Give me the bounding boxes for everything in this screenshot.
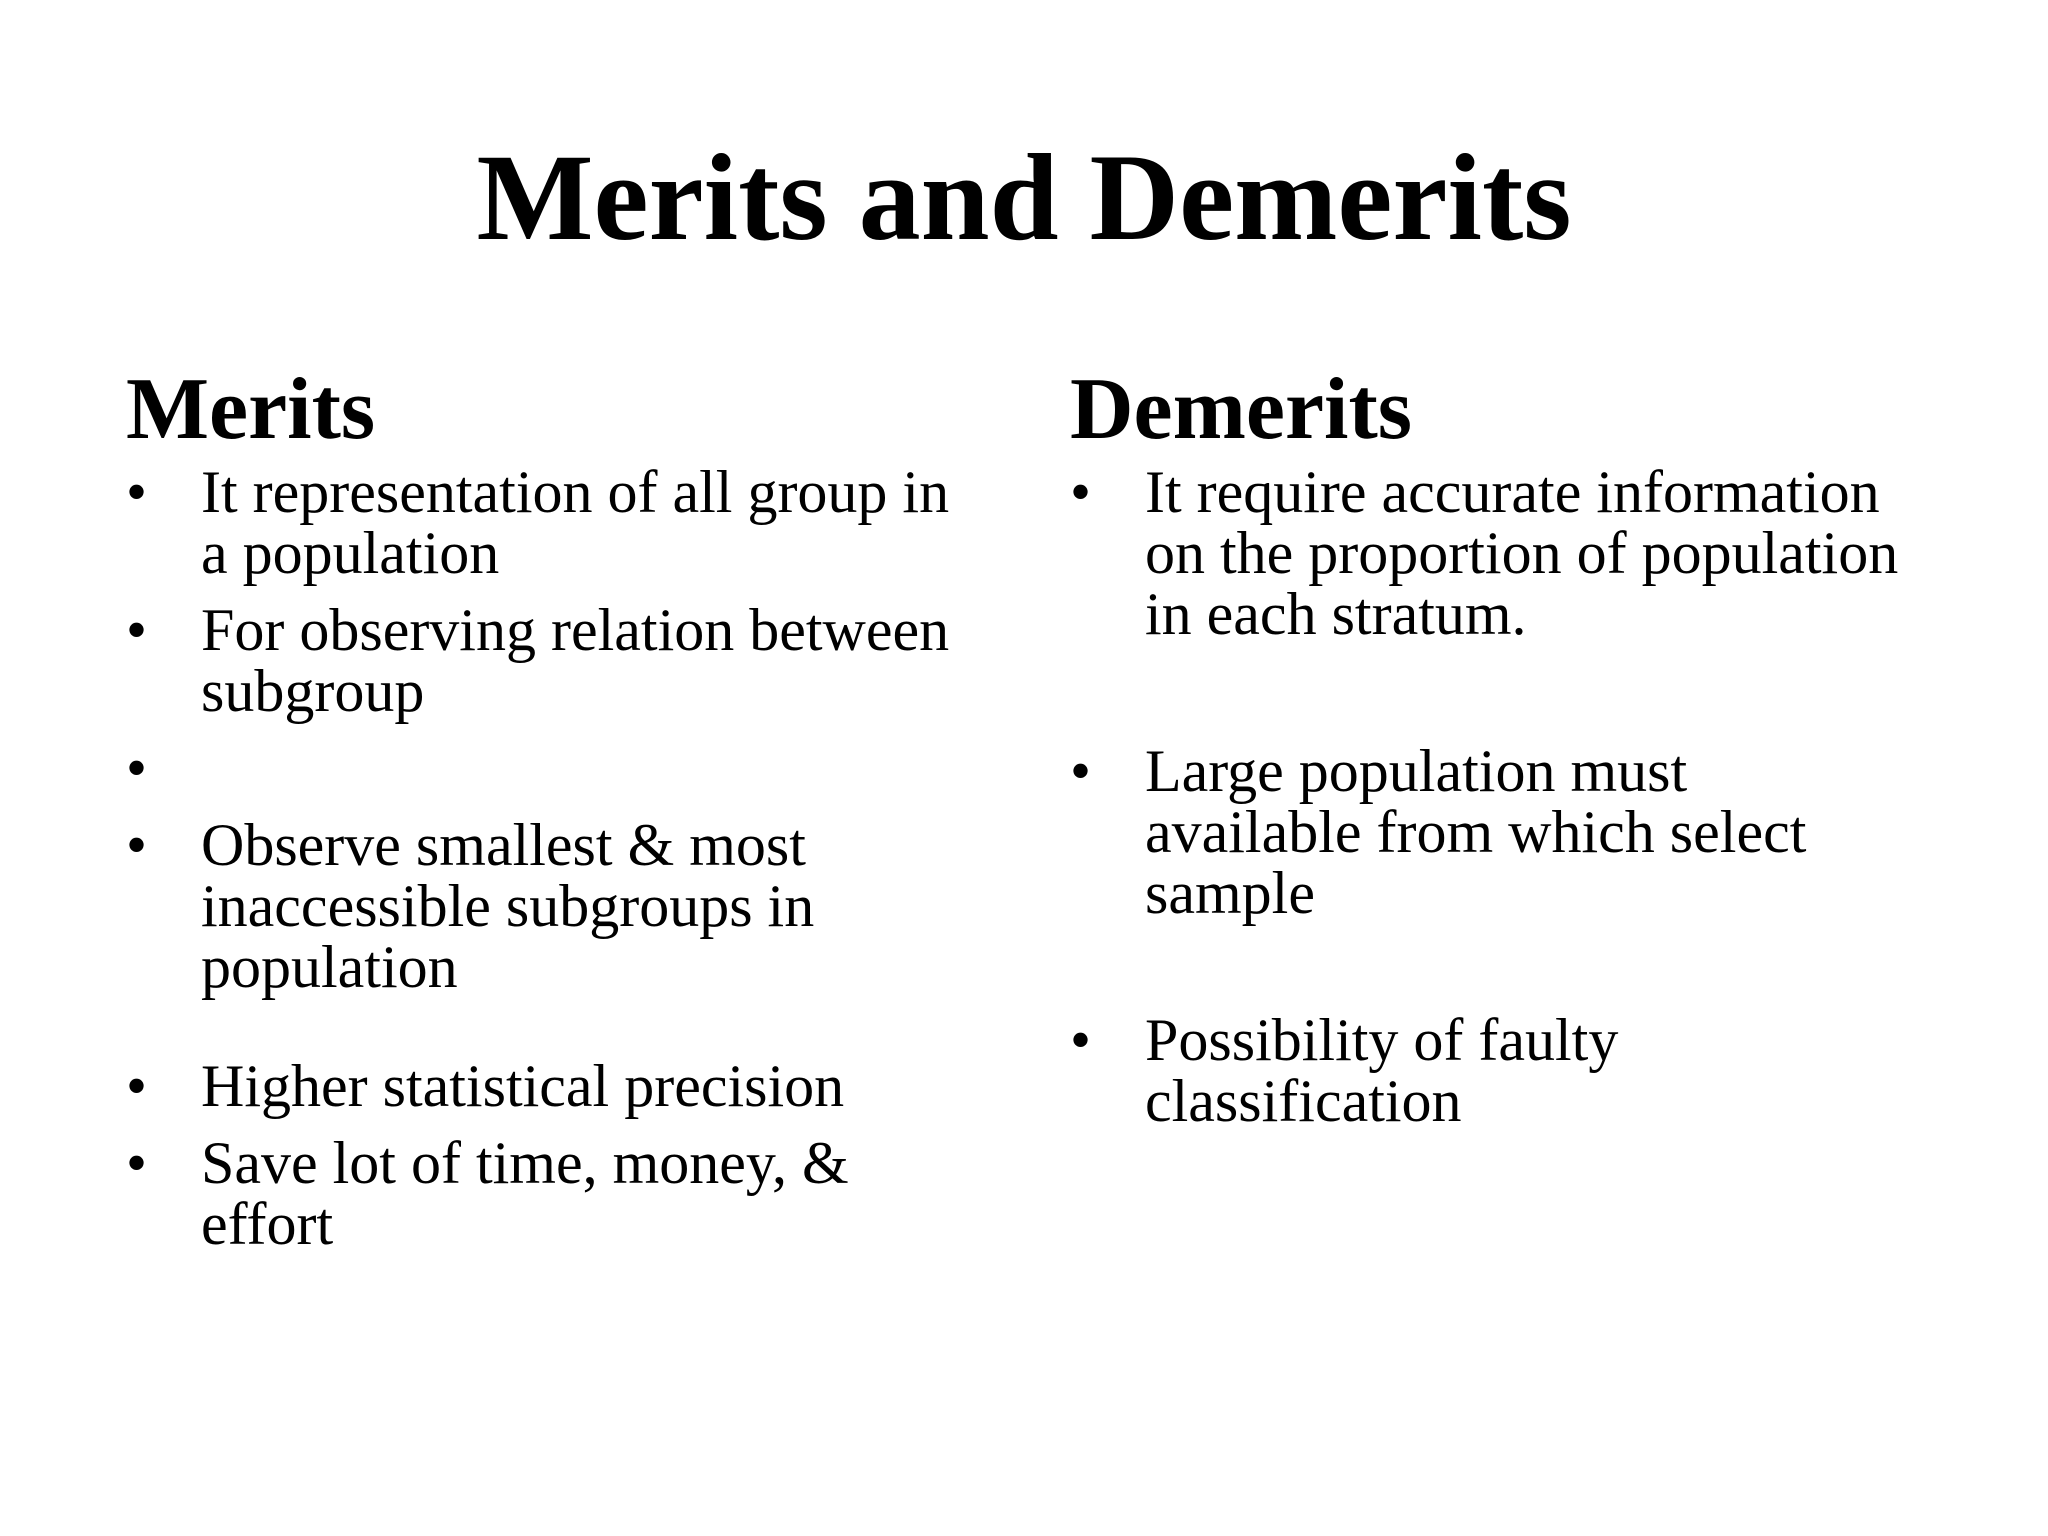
list-item [1070, 459, 1950, 647]
slide-title: Merits and Demerits [476, 129, 1572, 266]
bullet-icon: • [126, 735, 148, 801]
merits-list [126, 459, 1006, 1257]
merit-text: For observing relation between subgroup [201, 597, 950, 724]
demerit-text: It require accurate information on the proportion of population in each stratum. [1145, 459, 1899, 647]
merits-heading: Merits [126, 361, 376, 458]
list-item [126, 597, 1006, 724]
demerit-text: Large population must available from which select sample [1145, 738, 1807, 926]
bullet-icon: • [1070, 738, 1092, 804]
bullet-icon: • [126, 812, 148, 878]
bullet-icon: • [126, 597, 148, 663]
merit-text: Higher statistical precision [201, 1053, 845, 1119]
demerits-list [1070, 459, 1950, 1134]
bullet-icon: • [1070, 1007, 1092, 1073]
demerits-column [1070, 360, 1950, 1132]
demerit-text: Possibility of faulty classification [1145, 1007, 1619, 1134]
list-item [126, 812, 1006, 1000]
merit-text [201, 738, 981, 799]
bullet-icon: • [126, 1053, 148, 1119]
bullet-icon: • [1070, 459, 1092, 525]
merit-text: Save lot of time, money, & effort [201, 1130, 849, 1257]
list-item [1070, 738, 1950, 926]
merits-column [126, 360, 1006, 1255]
list-item [1070, 1007, 1950, 1134]
list-item [126, 1053, 1006, 1119]
list-item [126, 459, 1006, 586]
merit-text: It representation of all group in a population [201, 459, 950, 586]
bullet-icon: • [126, 459, 148, 525]
list-item [126, 1130, 1006, 1257]
merit-text: Observe smallest & most inaccessible subgroups in population [201, 812, 815, 1000]
demerits-heading: Demerits [1070, 361, 1413, 458]
list-item [126, 735, 1006, 801]
bullet-icon: • [126, 1130, 148, 1196]
